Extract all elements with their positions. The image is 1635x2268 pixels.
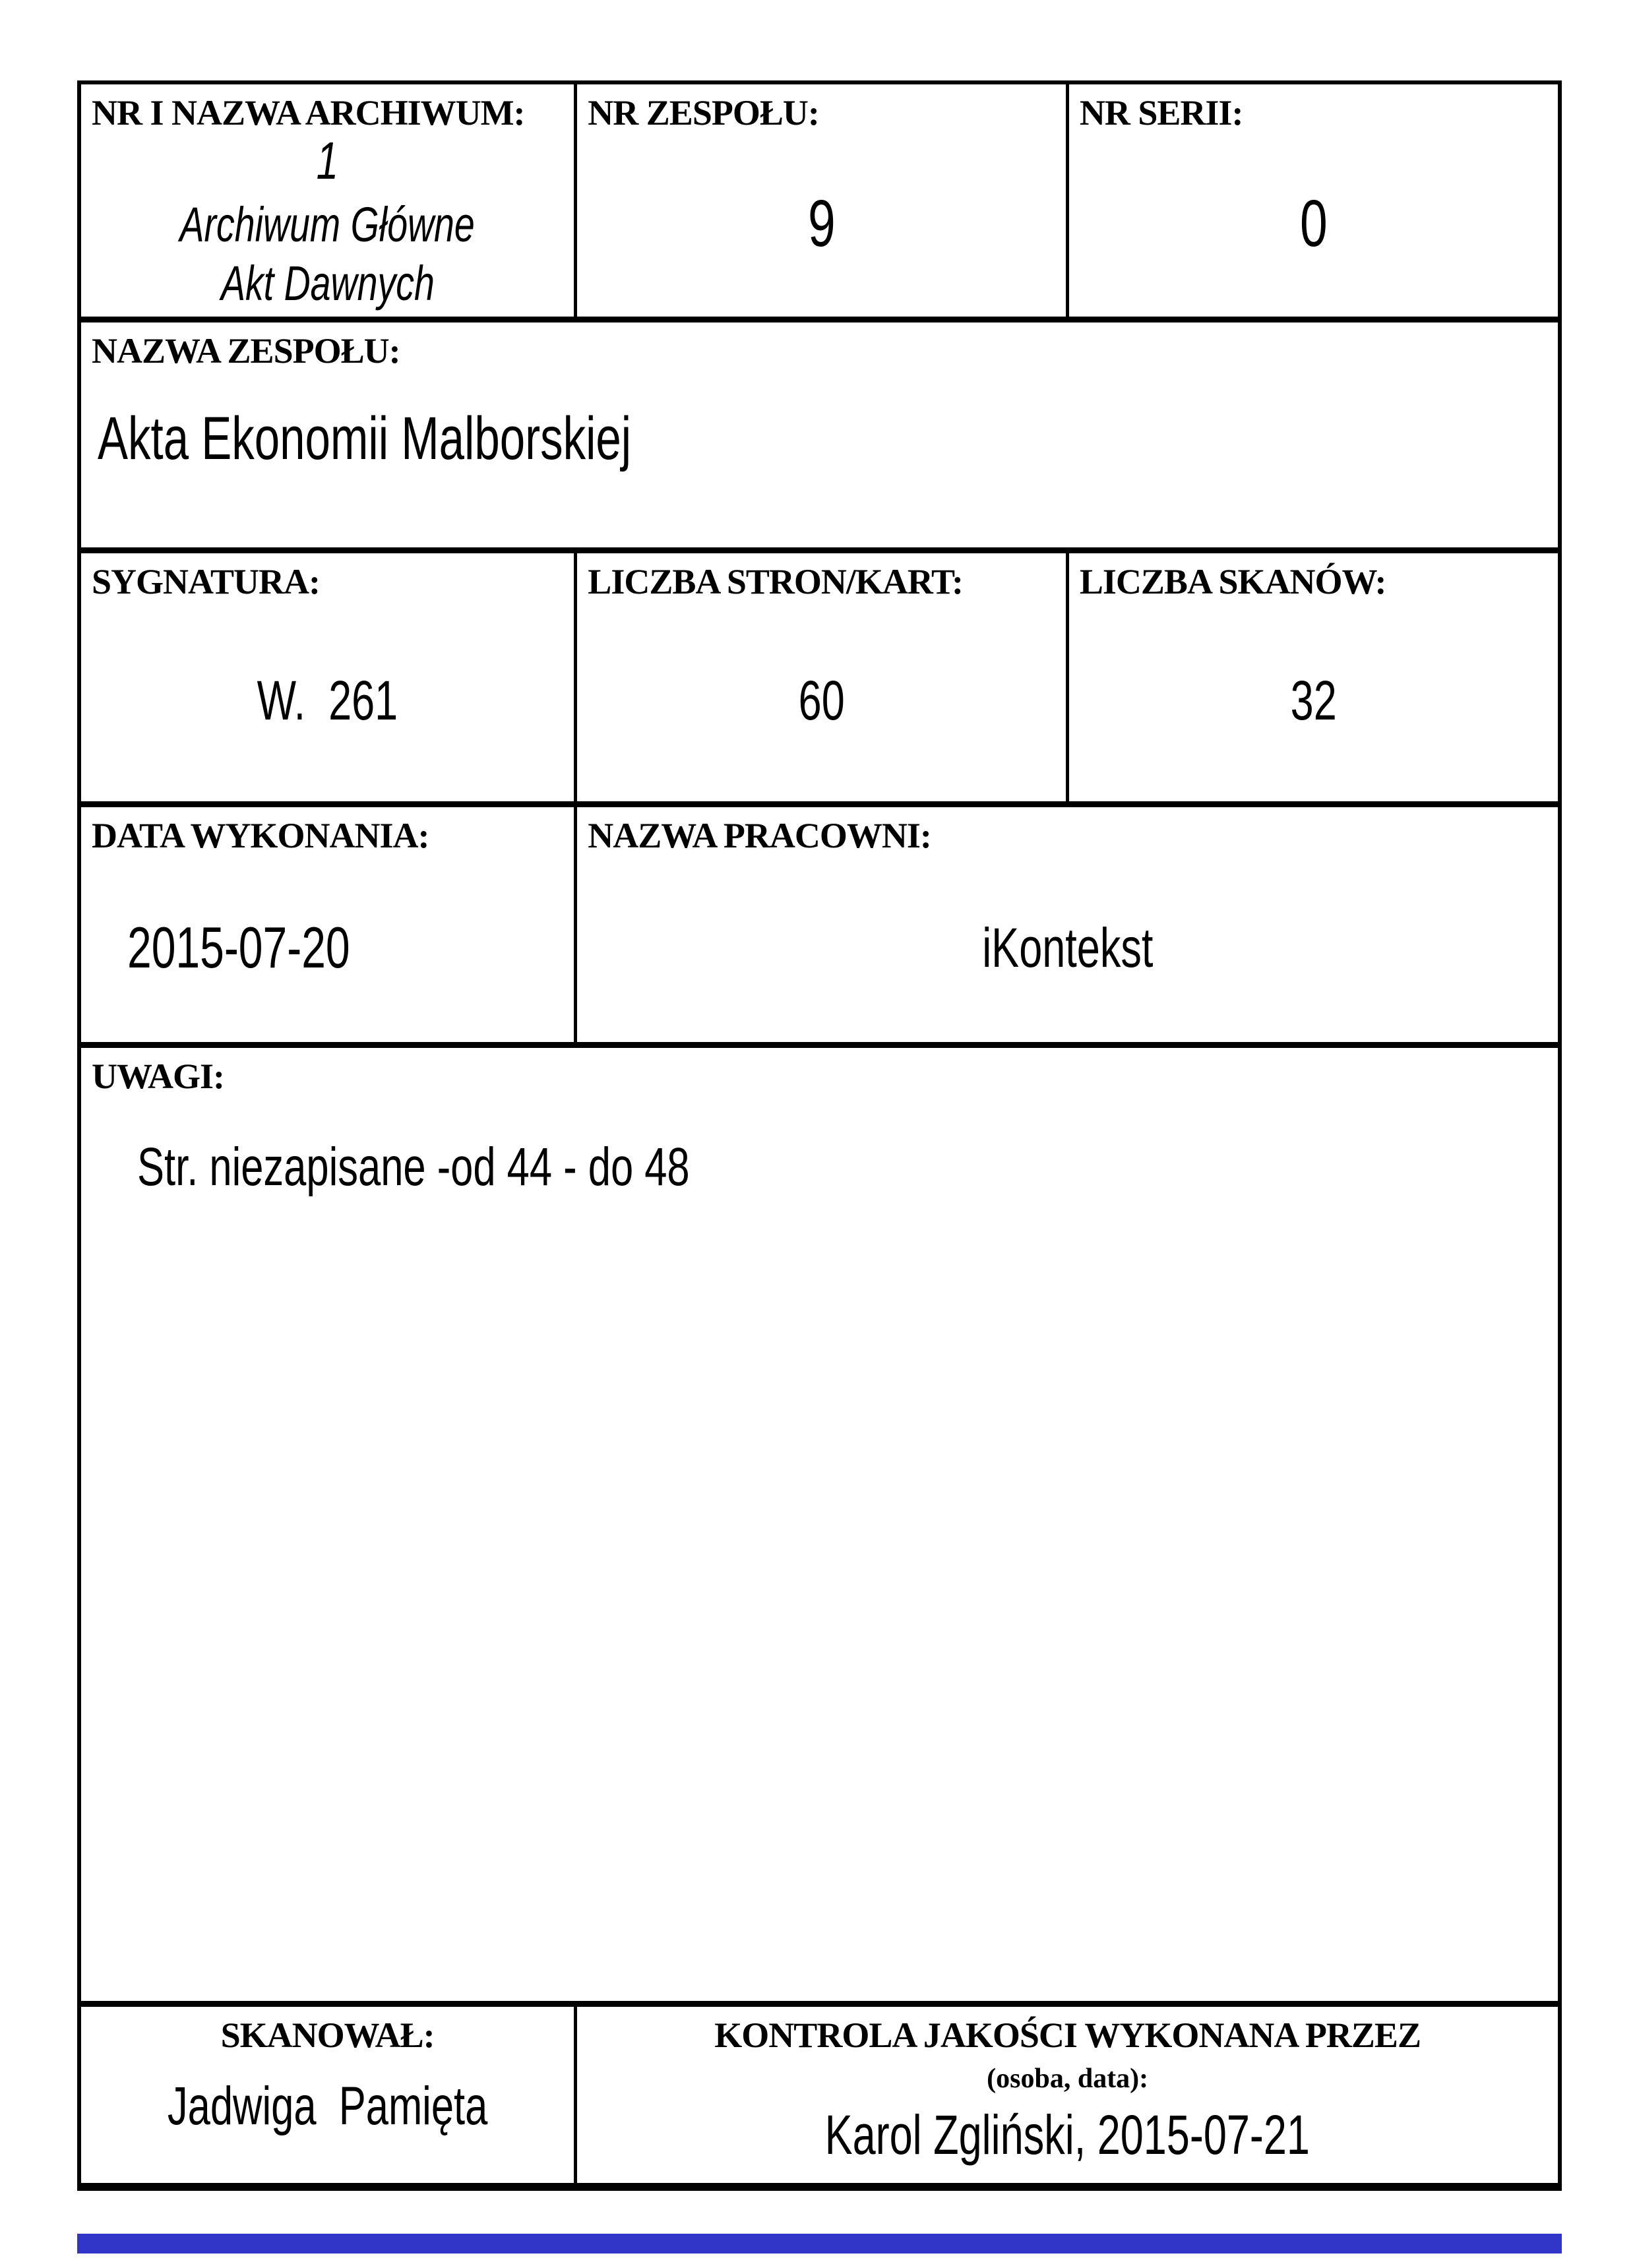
pages-count-label: LICZBA STRON/KART: <box>588 562 964 601</box>
row-date-studio <box>81 807 1558 1048</box>
cell-fonds-number <box>577 84 1069 317</box>
signature-label: SYGNATURA: <box>92 562 321 601</box>
cell-scan-date <box>81 807 577 1042</box>
archive-metadata-form <box>77 80 1562 2191</box>
studio-name-value: iKontekst <box>982 917 1154 979</box>
signature-value: W. 261 <box>257 669 398 731</box>
row-signature-counts <box>81 553 1558 807</box>
cell-studio-name <box>577 807 1558 1042</box>
scans-count-value-area <box>1069 599 1558 801</box>
cell-quality-control <box>577 2007 1558 2183</box>
cell-series-number <box>1069 84 1558 317</box>
fonds-number-label: NR ZESPOŁU: <box>588 93 819 133</box>
scans-count-label: LICZBA SKANÓW: <box>1079 562 1386 601</box>
series-number-label: NR SERII: <box>1079 93 1243 133</box>
series-number-value-area <box>1069 131 1558 317</box>
series-number-value: 0 <box>1299 187 1328 261</box>
fonds-name-value: Akta Ekonomii Malborskiej <box>98 405 632 472</box>
scan-date-value: 2015-07-20 <box>127 915 350 980</box>
bottom-color-bar <box>77 2234 1562 2253</box>
quality-control-label: KONTROLA JAKOŚCI WYKONANA PRZEZ <box>714 2015 1421 2055</box>
scan-date-value-area <box>81 853 574 1042</box>
cell-scanned-by <box>81 2007 577 2183</box>
cell-fonds-name <box>81 322 1558 547</box>
fonds-number-value-area <box>577 131 1066 317</box>
cell-scans-count <box>1069 553 1558 801</box>
notes-value: Str. niezapisane -od 44 - do 48 <box>137 1137 690 1197</box>
quality-control-sublabel: (osoba, data): <box>987 2064 1149 2094</box>
row-archive-ids <box>81 84 1558 322</box>
scanned-by-value: Jadwiga Pamięta <box>167 2076 488 2136</box>
studio-name-value-area <box>577 853 1558 1042</box>
notes-label: UWAGI: <box>92 1057 225 1096</box>
pages-count-value: 60 <box>798 669 845 731</box>
archive-name-line1: Archiwum Główne <box>180 197 476 252</box>
quality-control-value-area <box>577 2104 1558 2166</box>
scan-date-label: DATA WYKONANIA: <box>92 816 429 855</box>
scanned-by-value-area <box>81 2076 574 2136</box>
fonds-number-value: 9 <box>807 187 836 261</box>
cell-archive-name-number <box>81 84 577 317</box>
pages-count-value-area <box>577 599 1066 801</box>
cell-pages-count <box>577 553 1069 801</box>
row-notes <box>81 1048 1558 2007</box>
archive-label: NR I NAZWA ARCHIWUM: <box>92 93 525 133</box>
archive-name-line2: Akt Dawnych <box>220 255 435 311</box>
fonds-name-label: NAZWA ZESPOŁU: <box>92 331 400 371</box>
studio-name-label: NAZWA PRACOWNI: <box>588 816 931 855</box>
row-operators <box>81 2007 1558 2183</box>
quality-control-value: Karol Zgliński, 2015-07-21 <box>824 2104 1311 2166</box>
archive-number: 1 <box>316 131 339 190</box>
row-fonds-name <box>81 322 1558 553</box>
archive-value-stack <box>81 131 574 317</box>
scans-count-value: 32 <box>1290 669 1337 731</box>
cell-notes <box>81 1048 1558 2001</box>
scanned-by-label: SKANOWAŁ: <box>220 2015 435 2055</box>
signature-value-area <box>81 599 574 801</box>
cell-signature <box>81 553 577 801</box>
